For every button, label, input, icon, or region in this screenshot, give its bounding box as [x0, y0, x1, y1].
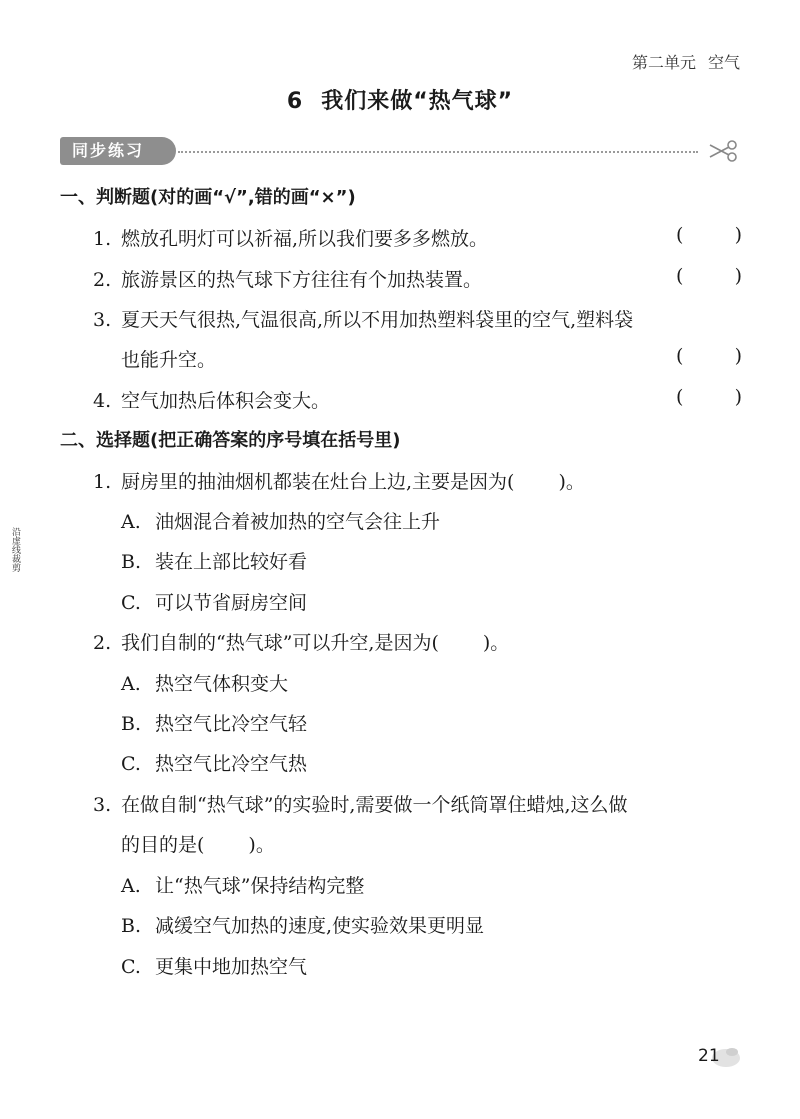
answer-parens[interactable] [676, 265, 742, 287]
question-number: 3. [93, 794, 112, 816]
option-item [121, 547, 307, 574]
lesson-number: 6 [286, 89, 304, 114]
option-text: 热空气比冷空气轻 [155, 713, 308, 735]
paren-close: ) [734, 265, 742, 287]
option-letter: B. [121, 915, 142, 937]
answer-parens[interactable] [676, 386, 742, 408]
option-letter: B. [121, 551, 142, 573]
question-tail: )。 [558, 471, 585, 493]
option-text: 让“热气球”保持结构完整 [155, 875, 365, 897]
question-continuation: 也能升空。 [121, 349, 217, 371]
option-item [121, 709, 307, 736]
question-text: 在做自制“热气球”的实验时,需要做一个纸筒罩住蜡烛,这么做 [121, 794, 628, 816]
option-item [121, 588, 307, 615]
option-letter: C. [121, 753, 141, 775]
question-text: 我们自制的“热气球”可以升空,是因为( [121, 632, 439, 654]
option-text: 减缓空气加热的速度,使实验效果更明显 [155, 915, 485, 937]
option-text: 可以节省厨房空间 [155, 592, 308, 614]
option-item [121, 911, 484, 938]
option-letter: A. [121, 875, 141, 897]
page-number: 21 [698, 1046, 720, 1066]
paren-close: ) [734, 224, 742, 246]
unit-topic: 空气 [707, 53, 740, 72]
unit-header [632, 50, 740, 73]
judge-question [93, 386, 330, 413]
question-text: 空气加热后体积会变大。 [121, 390, 331, 412]
question-text: 燃放孔明灯可以祈福,所以我们要多多燃放。 [121, 228, 489, 250]
question-tail: )。 [248, 834, 275, 856]
lesson-title [0, 84, 800, 115]
answer-parens[interactable] [676, 224, 742, 246]
question-tail: )。 [482, 632, 510, 654]
question-number: 3. [93, 309, 112, 331]
section-heading-choice: 二、选择题(把正确答案的序号填在括号里) [60, 430, 401, 451]
option-text: 热空气体积变大 [155, 673, 289, 695]
paren-open: ( [676, 265, 684, 287]
option-text: 油烟混合着被加热的空气会往上升 [155, 511, 441, 533]
option-text: 更集中地加热空气 [155, 956, 308, 978]
option-text: 热空气比冷空气热 [155, 753, 308, 775]
paren-close: ) [734, 345, 742, 367]
question-number: 2. [93, 632, 112, 654]
paren-open: ( [676, 386, 684, 408]
option-letter: A. [121, 673, 141, 695]
option-item [121, 871, 364, 898]
section-heading-judge: 一、判断题(对的画“√”,错的画“×”) [60, 187, 356, 208]
practice-banner [60, 137, 742, 165]
paren-close: ) [734, 386, 742, 408]
question-number: 2. [93, 269, 112, 291]
question-continuation-text: 的目的是( [121, 834, 205, 856]
option-item [121, 669, 288, 696]
choice-question [93, 790, 628, 817]
option-item [121, 507, 440, 534]
cut-line [178, 151, 698, 153]
choice-question [93, 467, 585, 494]
judge-question [93, 305, 633, 332]
choice-question [93, 628, 509, 655]
question-number: 4. [93, 390, 112, 412]
question-text: 旅游景区的热气球下方往往有个加热装置。 [121, 269, 483, 291]
option-item [121, 952, 307, 979]
option-text: 装在上部比较好看 [155, 551, 308, 573]
paren-open: ( [676, 345, 684, 367]
option-letter: C. [121, 592, 141, 614]
question-text: 夏天天气很热,气温很高,所以不用加热塑料袋里的空气,塑料袋 [121, 309, 634, 331]
unit-label: 第二单元 [631, 53, 696, 72]
paren-open: ( [676, 224, 684, 246]
answer-parens[interactable] [676, 345, 742, 367]
question-number: 1. [93, 228, 112, 250]
option-letter: A. [121, 511, 141, 533]
lesson-title-text: 我们来做“热气球” [321, 89, 514, 114]
question-text: 厨房里的抽油烟机都装在灶台上边,主要是因为( [121, 471, 515, 493]
question-continuation [121, 830, 275, 857]
option-letter: C. [121, 956, 141, 978]
scissors-icon [702, 137, 742, 165]
question-number: 1. [93, 471, 112, 493]
judge-question [93, 265, 482, 292]
practice-tag: 同步练习 [60, 137, 176, 165]
judge-question [93, 224, 488, 251]
side-cut-note: 沿虚线裁剪 [10, 527, 20, 572]
option-item [121, 749, 307, 776]
option-letter: B. [121, 713, 142, 735]
